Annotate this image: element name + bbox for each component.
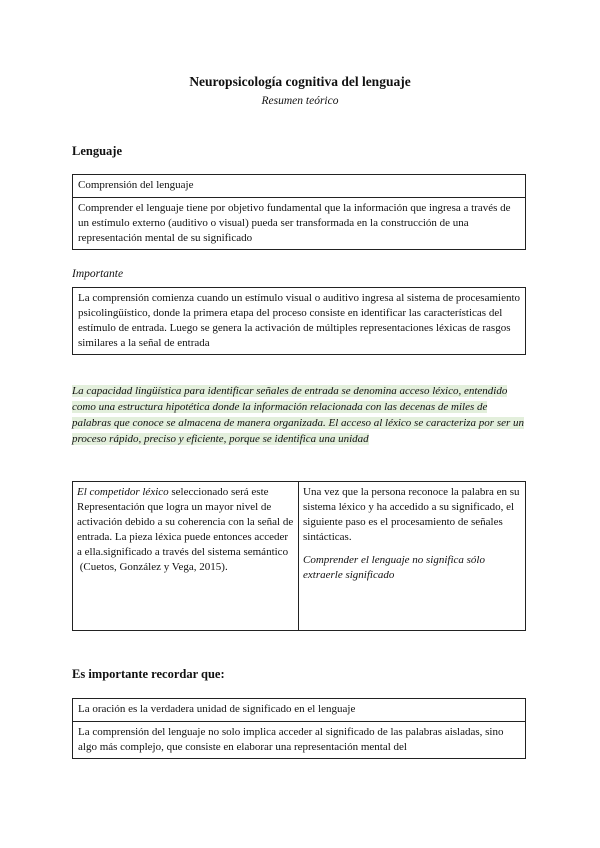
comprension-box-text: Comprender el lenguaje tiene por objetivo fundamental que la información que ingresa a través de un estímulo externo (auditivo o visual) pueda ser transformada en la construcción de una representación mental de su significado (73, 197, 525, 249)
competidor-lexico-body: seleccionado será este Representación que logra un mayor nivel de activación debido a su coherencia con la señal de entrada. La pieza léxica puede entonces acceder a ella.significado a través del sistema semántico (77, 486, 294, 558)
importante-label: Importante (72, 268, 124, 280)
importante-box (72, 287, 526, 355)
comprender-note: Comprender el lenguaje no significa sólo extraerle significado (303, 554, 485, 581)
importante-box-text: La comprensión comienza cuando un estímulo visual o auditivo ingresa al sistema de procesamiento psicolingüístico, donde la primera etapa del proceso consiste en identificar las características del estímulo de entrada. Luego se genera la activación de múltiples representaciones léxicas de rasgos similares a la señal de entrada (78, 292, 521, 349)
citation: (Cuetos, González y Vega, 2015). (77, 561, 228, 573)
document-subtitle: Resumen teórico (261, 95, 339, 107)
table-right-cell (299, 482, 525, 630)
recordar-line-2: La comprensión del lenguaje no solo implica acceder al significado de las palabras aisladas, sino algo más complejo, que consiste en elaborar una representación mental del (73, 721, 525, 758)
recordar-box (72, 698, 526, 759)
comprension-box (72, 174, 526, 250)
comprension-box-title: Comprensión del lenguaje (78, 179, 194, 191)
two-column-table (72, 481, 526, 631)
recordar-line-1: La oración es la verdadera unidad de significado en el lenguaje (78, 703, 356, 715)
document-title: Neuropsicología cognitiva del lenguaje (189, 74, 411, 89)
section-heading-recordar: Es importante recordar que: (72, 667, 225, 681)
procesamiento-text: Una vez que la persona reconoce la palabra en su sistema léxico y ha accedido a su significado, el siguiente paso es el procesamiento de señales sintácticas. (303, 486, 520, 543)
competidor-lexico-term: El competidor léxico (77, 486, 169, 498)
table-left-cell (73, 482, 299, 630)
highlighted-text: La capacidad lingüística para identificar señales de entrada se denomina acceso léxico, entendido como una estructura hipotética donde la información relacionada con las decenas de miles de palabras que conoce se almacena de manera organizada. El acceso al léxico se caracteriza por ser un proceso rápido, preciso y eficiente, porque se identifica una unidad (72, 385, 525, 445)
section-heading-lenguaje: Lenguaje (72, 144, 122, 158)
competidor-lexico-text (77, 485, 294, 560)
acceso-lexico-paragraph (72, 383, 528, 447)
